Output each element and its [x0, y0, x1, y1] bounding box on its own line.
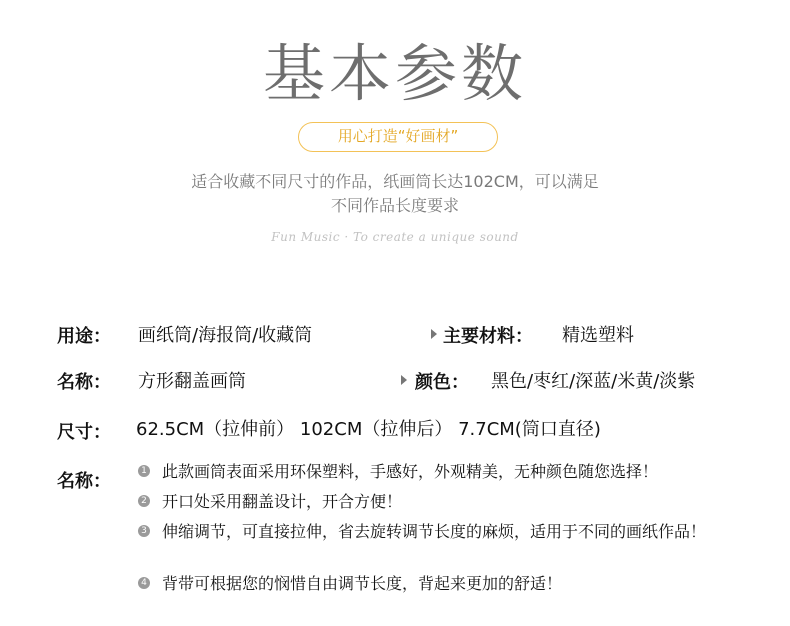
triangle-right-icon: [431, 329, 437, 339]
intro-line-1: 适合收藏不同尺寸的作品，纸画筒长达102CM，可以满足: [191, 172, 599, 191]
note-item: [138, 572, 738, 596]
triangle-right-icon: [401, 375, 407, 385]
slogan-badge: 用心打造“好画材”: [298, 122, 498, 152]
note-item: [138, 520, 728, 544]
tagline: Fun Music · To create a unique sound: [271, 230, 519, 244]
name-label: 名称：: [57, 372, 111, 393]
number-3-icon: 3: [138, 525, 150, 537]
page-title: 基本参数: [262, 37, 527, 110]
intro-line-2: 不同作品长度要求: [330, 196, 459, 215]
notes-label: 名称：: [57, 471, 111, 492]
size-value: 62.5CM（拉伸前） 102CM（拉伸后） 7.7CM(筒口直径): [136, 419, 601, 440]
intro-text: [0, 170, 790, 218]
color-value: 黑色/枣红/深蓝/米黄/淡紫: [491, 371, 696, 392]
note-text: 背带可根据您的悯惜自由调节长度，背起来更加的舒适！: [162, 574, 563, 593]
name-value: 方形翻盖画筒: [138, 371, 246, 392]
usage-value: 画纸筒/海报筒/收藏筒: [138, 325, 313, 346]
color-label: 颜色：: [415, 372, 469, 393]
note-text: 此款画筒表面采用环保塑料，手感好，外观精美，无种颜色随您选择！: [162, 462, 659, 481]
number-1-icon: 1: [138, 465, 150, 477]
note-item: [138, 460, 738, 484]
number-4-icon: 4: [138, 577, 150, 589]
material-value: 精选塑料: [562, 325, 634, 346]
note-text: 伸缩调节，可直接拉伸，省去旋转调节长度的麻烦，适用于不同的画纸作品！: [162, 522, 707, 541]
usage-label: 用途：: [57, 326, 111, 347]
material-label: 主要材料：: [443, 326, 533, 347]
number-2-icon: 2: [138, 495, 150, 507]
size-label: 尺寸：: [57, 422, 111, 443]
note-item: [138, 490, 738, 514]
note-text: 开口处采用翻盖设计，开合方便！: [162, 492, 403, 511]
